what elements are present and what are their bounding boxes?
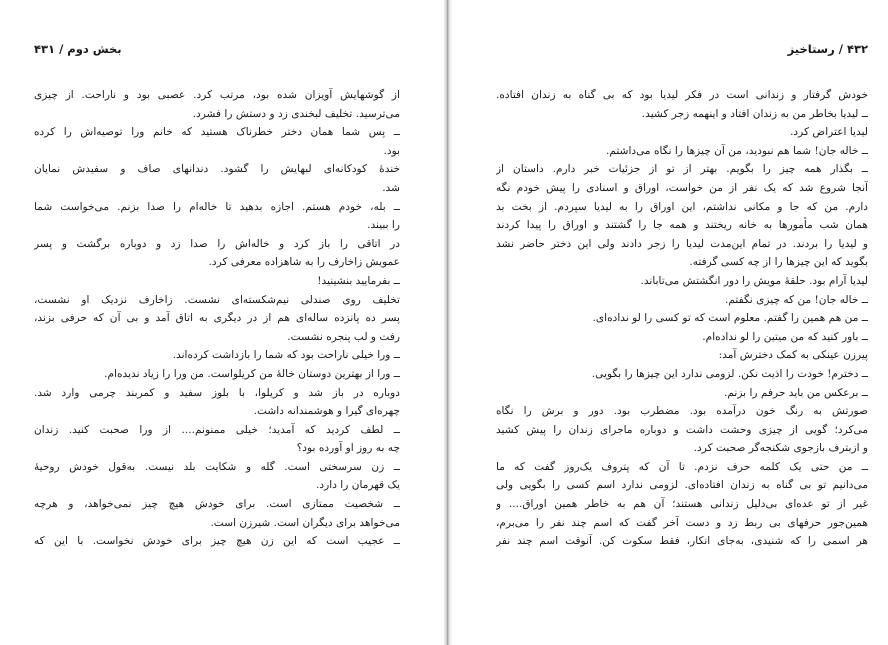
text-line: ــ بفرمایید بنشینید! [317,274,400,287]
text-line: لیدیا اعتراض کرد. [790,126,868,139]
text-line: تخلیف روی صندلی نیم‌شکسته‌ای نشست. زاخارف نزدیک او نشست، [34,293,400,306]
text-line: ــ برعکس من باید حرفم را بزنم. [723,386,868,399]
text-line: ــ لیدیا بخاطر من به زندان افتاد و اینهمه زجر کشید. [641,107,868,120]
text-line: و ازبترف بازجوی شکنجه‌گر صحبت کرد. [693,442,868,455]
text-line: می‌کرد؛ گویی از چیزی وحشت داشت و دوباره ماجرای زندان را پیش کشید [496,423,868,436]
text-line: بگوید که این چیزها را از چه کسی گرفته. [689,256,868,269]
text-line: ــ ورا از بهترین دوستان خالهٔ من کریلواست. من ورا را زیاد ندیده‌ام. [104,367,400,380]
text-line: می‌ترسید. تخلیف لبخندی زد و دستش را فشرد. [192,107,400,120]
text-line: همین‌جور حرفهای بی ربط زد و دست آخر گفت که اسم چند نفر را می‌برم، [496,516,868,529]
text-line: ــ پس شما همان دختر خطرناک هستید که خانم ورا توصیه‌اش را کرده [34,126,400,139]
text-line: لیدیا آرام بود. حلقهٔ مویش را دور انگشتش می‌تاباند. [640,274,868,287]
left-page-body [34,86,400,551]
text-line: از گوشهایش آویزان شده بود، مرتب کرد. عصبی بود و ناراحت. از چیزی [34,89,400,101]
text-line: رفت و لب پنجره نشست. [287,330,400,343]
text-line: ــ شخصیت ممتازی است. برای خودش هیچ چیز نمی‌خواهد، و هرچه [34,498,400,511]
text-line: می‌خواهد برای دیگران است. شیرزن است. [210,516,400,529]
text-line: می‌دانیم تو بی گناه به زندان افتاده‌ای. لزومی ندارد اسم کسی را بگویی ولی [496,479,868,492]
text-line: خودش گرفتار و زندانی است در فکر لیدیا بود که بی گناه به زندان افتاده. [496,89,868,101]
right-page [452,0,888,645]
text-line: ــ باور کنید که من میتین را لو نداده‌ام. [702,330,868,343]
text-line: یک قهرمان را دارد. [316,479,400,492]
text-line: را ببیند. [367,219,400,232]
text-line: همان شب مأمورها به خانه ریختند و همه جا را گشتند و اوراق را پیدا کردند [496,219,868,232]
text-line: عمویش زاخارف را به شاهزاده معرفی کرد. [208,256,400,269]
right-page-header: ۴۳۲ / رستاخیز [787,42,868,56]
text-line: و لیدیا را بردند. در تمام این‌مدت لیدیا را زجر دادند ولی این دختر حاضر نشد [496,237,868,250]
text-line: خندهٔ کودکانه‌ای لبهایش را گشود. دندانهای صاف و سفیدش نمایان [34,163,400,176]
text-line: شد. [382,181,400,194]
text-line: چه به روز او آورده بود؟ [296,442,400,455]
text-line: بود. [383,144,400,157]
left-page-header: بخش دوم / ۴۳۱ [34,42,122,56]
text-line: آنجا شروع شد که یک نفر از من خواست، اوراق و اسنادی را پیش خودم نگه [496,181,868,194]
text-line: غیر از تو عده‌ای بی‌دلیل زندانی هستند؛ آن هم به خاطر همین اوراق.... و [496,498,868,511]
text-line: ــ عجیب است که این زن هیچ چیز برای خودش نخواست. با این که [34,535,400,548]
text-line: چهره‌ای گیرا و هوشمندانه داشت. [253,405,400,418]
text-line: ــ من هم همین را گفتم. معلوم است که تو کسی را لو نداده‌ای. [592,312,868,325]
text-line: دوباره در باز شد و کریلوا، با بلوز سفید و کمربند چرمی وارد شد. [34,386,400,399]
text-line: ــ بله، خودم هستم. اجازه بدهید تا خاله‌ام را صدا بزنم. می‌خواست شما [34,200,400,213]
text-line: دارم. من که جا و مکانی نداشتم، این اوراق را به لیدیا سپردم. از بخت بد [496,200,868,213]
text-line: ــ دخترم! خودت را اذیت نکن. لزومی ندارد این چیزها را بگویی. [591,367,868,380]
text-line: ــ خاله جان! من که چیزی نگفتم. [724,293,868,306]
text-line: ــ من حتی یک کلمه حرف نزدم. تا آن که پتروف یک‌روز گفت که ما [496,460,868,473]
text-line: صورتش به رنگ خون درآمده بود. مضطرب بود. دور و برش را نگاه [496,405,868,418]
text-line: ــ بگذار همه چیز را بگویم. بهتر از تو از جزئیات خبر دارم. داستان از [496,163,868,176]
text-line: ــ خاله جان! شما هم نبودید، من آن چیزها را نگاه می‌داشتم. [605,144,868,157]
text-line: هر اسمی را که شنیدی، به‌جای انکار، فقط سکوت کن. آنوقت اسم چند نفر [496,535,868,548]
right-page-body [496,86,868,551]
text-line: ــ زن سرسختی است. گله و شکایت بلد نیست. به‌قول خودش روحیهٔ [34,460,400,473]
text-line: پسر ده پانزده ساله‌ای هم از در دیگری به اتاق آمد و بی آن که حرفی بزند، [34,312,400,325]
text-line: در اتاقی را باز کرد و خاله‌اش را صدا زد و دوباره برگشت و پسر [34,237,400,250]
text-line: ــ لطف کردید که آمدید؛ خیلی ممنونم.... از ورا صحبت کنید. زندان [34,423,400,436]
book-gutter [443,0,452,645]
text-line: ــ ورا خیلی ناراحت بود که شما را بازداشت کرده‌اند. [172,349,400,362]
text-line: پیرزن عینکی به کمک دخترش آمد: [718,349,868,362]
